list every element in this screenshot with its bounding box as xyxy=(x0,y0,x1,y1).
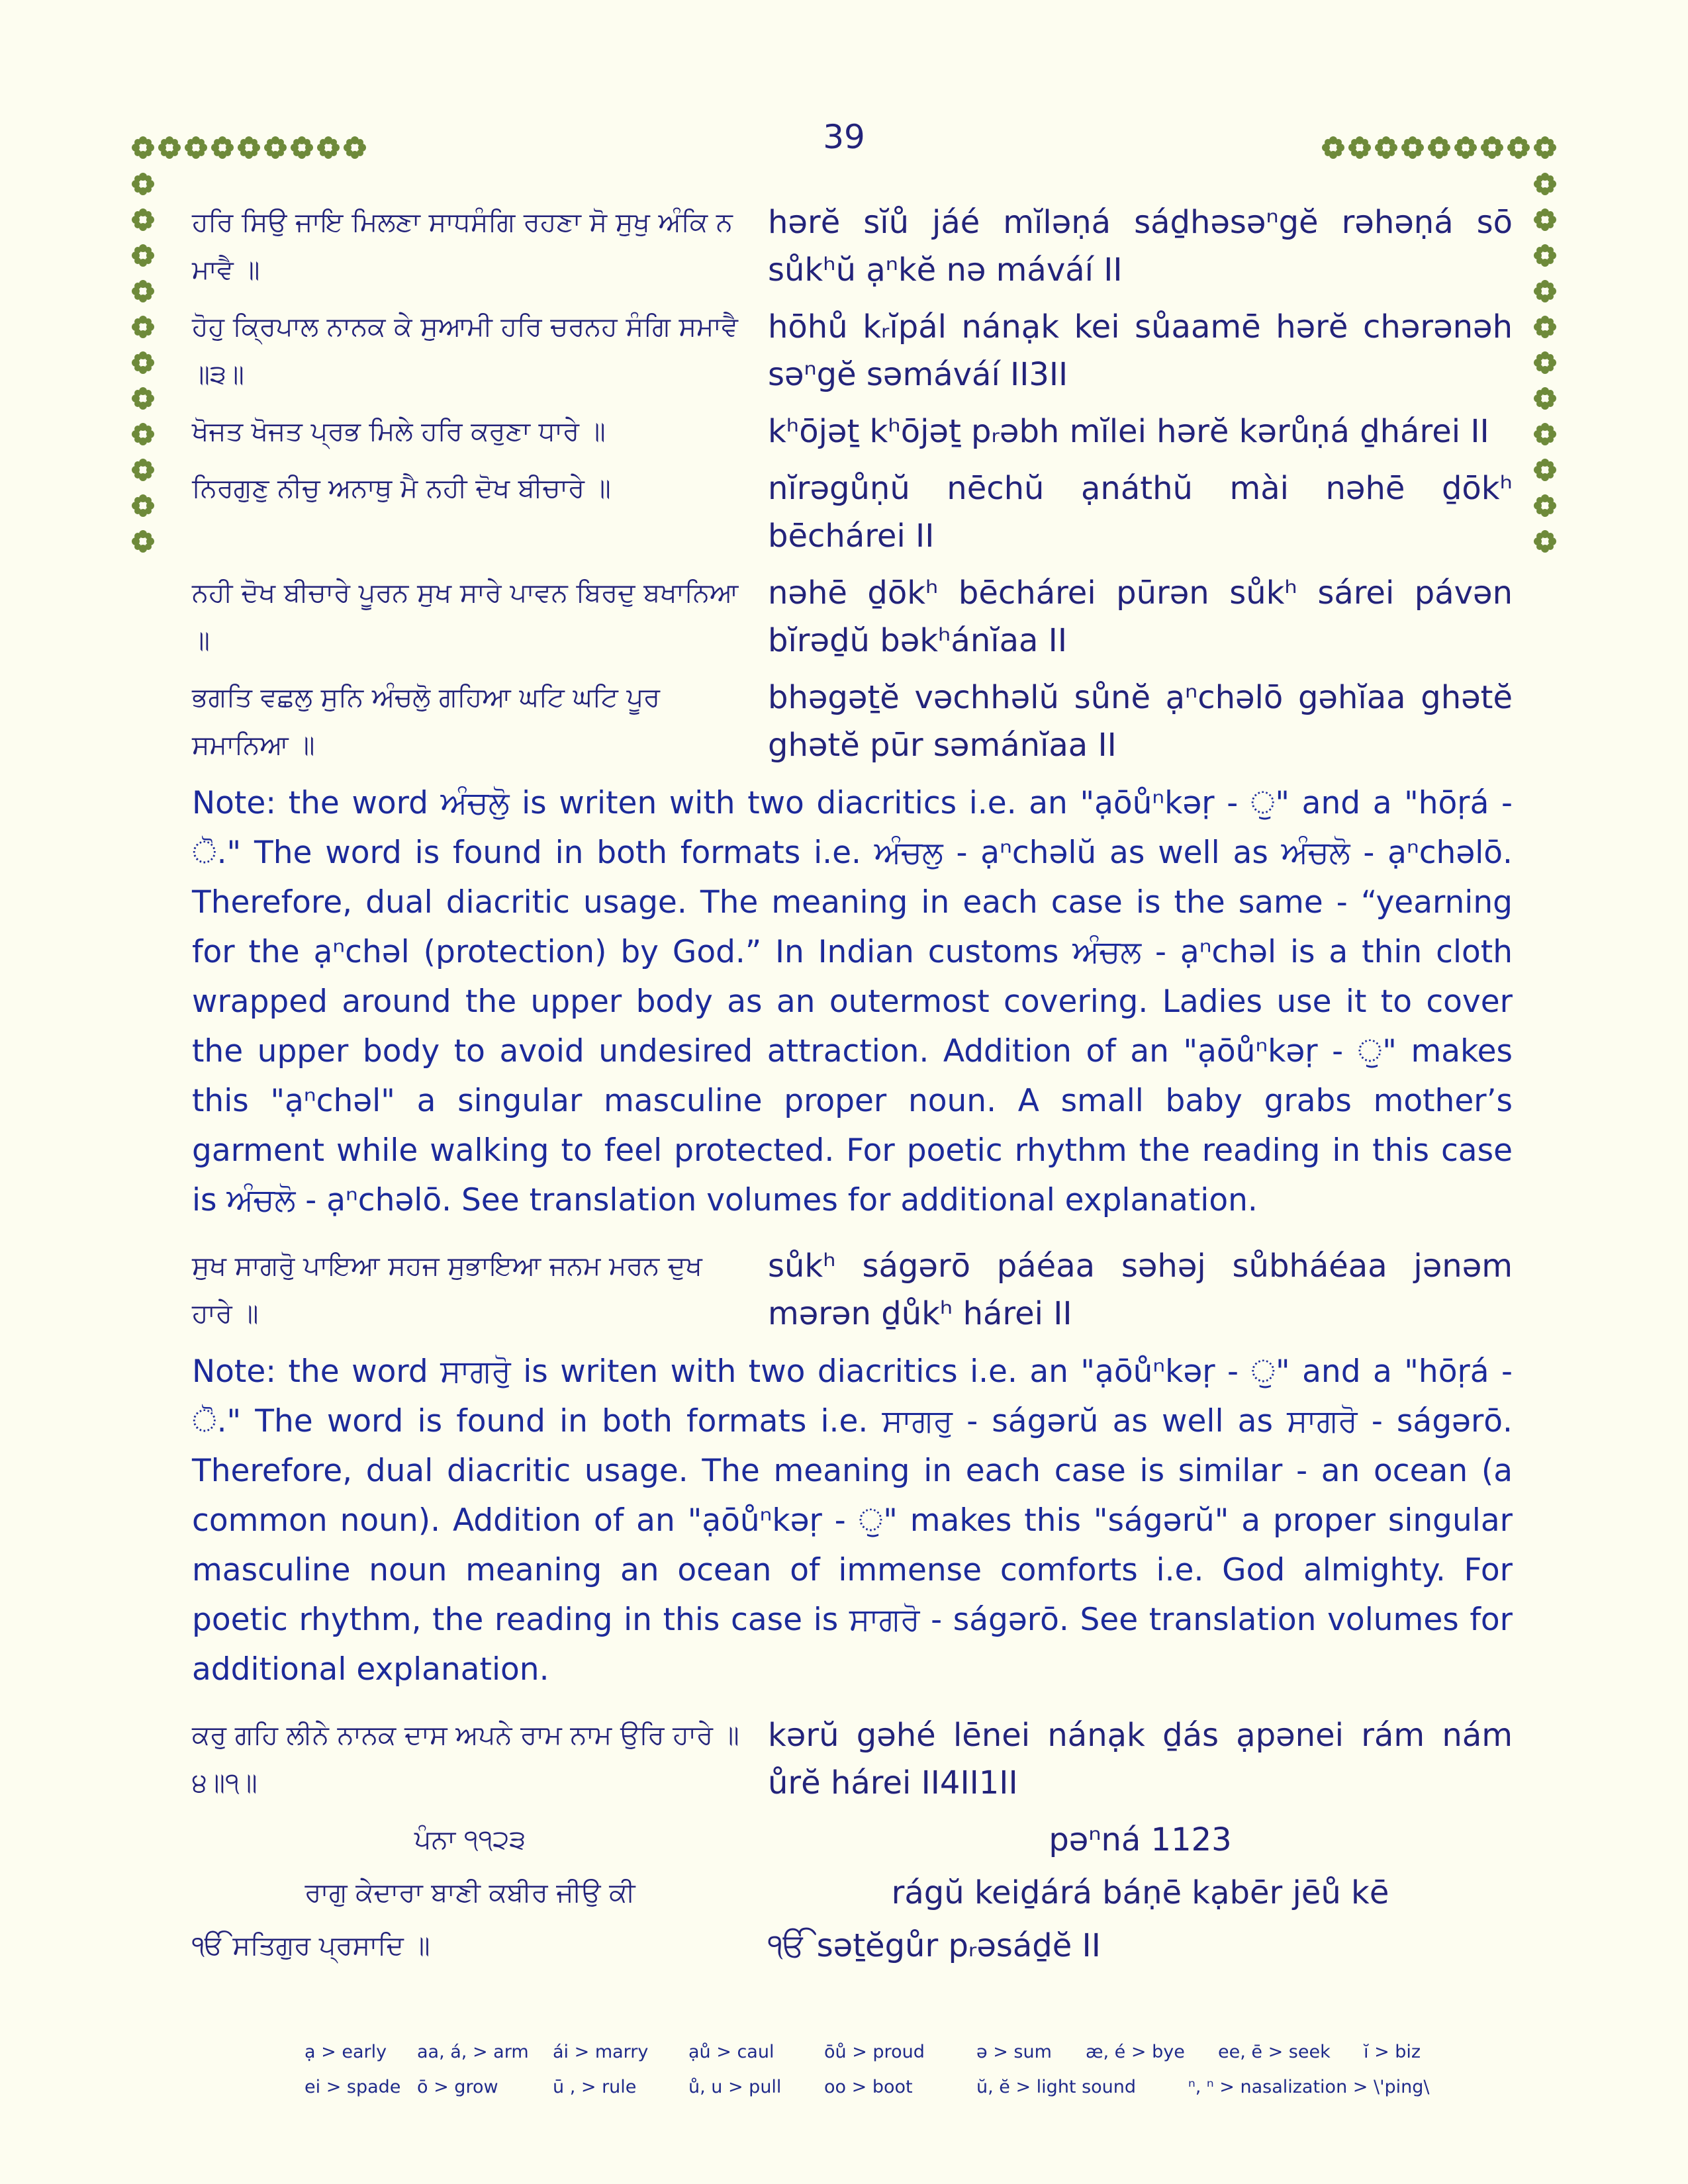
mangal-translit: ੴ səṯĕgůr pᵣəsáḏĕ II xyxy=(768,1927,1101,1964)
legend-item: ⁿ, ⁿ > nasalization > \'ping\ xyxy=(1188,2077,1430,2097)
flower-ornament-icon xyxy=(131,172,155,196)
flower-ornament-icon xyxy=(131,387,155,410)
raag-row xyxy=(192,1869,1513,1917)
flower-ornament-icon xyxy=(1401,136,1425,159)
note-sagaro: Note: the word ਸਾਗਰੋੁ is writen with two diacritics i.e. an "ạōůⁿkəṛ - ੁ" and a "hōṛá - ੋ." The word is found in both formats i.e. ਸਾਗਰੁ - ságərŭ as well as ਸਾਗਰੋ - ságərō. Therefore, dual diacritic usage. The meaning in each case is similar - an ocean (a common noun). Addition of an "ạōůⁿkəṛ - ੁ" makes this "ságərŭ" a proper singular masculine noun meaning an ocean of immense comforts i.e. God almighty. For poetic rhythm, the reading in this case is ਸਾਗਰੋ - ságərō. See translation volumes for additional explanation. xyxy=(192,1353,1513,1688)
flower-ornament-icon xyxy=(237,136,261,159)
gurmukhi-verse: ਖੋਜਤ ਖੋਜਤ ਪ੍ਰਭ ਮਿਲੇ ਹਰਿ ਕਰੁਣਾ ਧਾਰੇ ॥ xyxy=(192,416,606,447)
legend-item: ạů > caul xyxy=(688,2042,774,2062)
transliteration: nĭrəgůṇŭ nēchŭ ạnáthŭ mài nəhē ḏōkʰ bēchárei II xyxy=(768,470,1513,555)
flower-ornament-icon xyxy=(131,458,155,482)
legend-item: ạ > early xyxy=(305,2042,387,2062)
legend-item: ei > spade xyxy=(305,2077,401,2097)
verse-row xyxy=(192,569,1513,664)
legend-item: ái > marry xyxy=(553,2042,649,2062)
flower-ornament-icon xyxy=(1533,315,1557,339)
pronunciation-legend xyxy=(305,2042,1496,2112)
gurmukhi-verse: ਹੋਹੁ ਕ੍ਰਿਪਾਲ ਨਾਨਕ ਕੇ ਸੁਆਮੀ ਹਰਿ ਚਰਨਹ ਸੰਗਿ ਸਮਾਵੈ ॥੩॥ xyxy=(192,312,738,390)
flower-ornament-icon xyxy=(316,136,340,159)
flower-ornament-icon xyxy=(290,136,314,159)
legend-item: ō > grow xyxy=(417,2077,498,2097)
verse-row xyxy=(192,1242,1513,1338)
panna-translit: pəⁿná 1123 xyxy=(1049,1821,1232,1858)
legend-item: ŭ, ĕ > light sound xyxy=(976,2077,1137,2097)
page-content xyxy=(192,199,1513,1979)
flower-ornament-icon xyxy=(343,136,367,159)
flower-ornament-icon xyxy=(1348,136,1372,159)
legend-item: aa, á, > arm xyxy=(417,2042,529,2062)
flower-ornament-icon xyxy=(131,315,155,339)
flower-ornament-icon xyxy=(1533,422,1557,446)
flower-ornament-icon xyxy=(211,136,234,159)
flower-ornament-icon xyxy=(1533,279,1557,303)
panna-gurmukhi: ਪੰਨਾ ੧੧੨੩ xyxy=(414,1825,526,1855)
flower-ornament-icon xyxy=(263,136,287,159)
legend-item: ee, ē > seek xyxy=(1218,2042,1331,2062)
flower-ornament-icon xyxy=(131,279,155,303)
flower-ornament-icon xyxy=(1533,136,1557,159)
flower-ornament-icon xyxy=(1374,136,1398,159)
flower-ornament-icon xyxy=(1533,529,1557,553)
flower-ornament-icon xyxy=(1533,494,1557,518)
flower-border-right xyxy=(1533,172,1557,553)
flower-ornament-icon xyxy=(1533,351,1557,375)
raag-gurmukhi: ਰਾਗੁ ਕੇਦਾਰਾ ਬਾਣੀ ਕਬੀਰ ਜੀਉ ਕੀ xyxy=(305,1878,635,1908)
flower-ornament-icon xyxy=(1480,136,1504,159)
legend-item: ū , > rule xyxy=(553,2077,637,2097)
flower-ornament-icon xyxy=(1321,136,1345,159)
note-anchalo: Note: the word ਅੰਚਲੋੁ is writen with two diacritics i.e. an "ạōůⁿkəṛ - ੁ" and a "hōṛá - ੋ." The word is found in both formats i.e. ਅੰਚਲੁ - ạⁿchəlŭ as well as ਅੰਚਲੋ - ạⁿchəlō. Therefore, dual diacritic usage. The meaning in each case is the same - “yearning for the ạⁿchəl (protection) by God.” In Indian customs ਅੰਚਲ - ạⁿchəl is a thin cloth wrapped around the upper body as an outermost covering. Ladies use it to cover the upper body to avoid undesired attraction. Addition of an "ạōůⁿkəṛ - ੁ" makes this "ạⁿchəl" a singular masculine proper noun. A small baby grabs mother’s garment while walking to feel protected. For poetic rhythm the reading in this case is ਅੰਚਲੋ - ạⁿchəlō. See translation volumes for additional explanation. xyxy=(192,785,1513,1218)
flower-ornament-icon xyxy=(1533,172,1557,196)
flower-ornament-icon xyxy=(184,136,208,159)
flower-ornament-icon xyxy=(1533,208,1557,232)
mangal-gurmukhi: ੴ ਸਤਿਗੁਰ ਪ੍ਰਸਾਦਿ ॥ xyxy=(192,1931,430,1961)
flower-ornament-icon xyxy=(1533,244,1557,267)
flower-border-left xyxy=(131,172,155,553)
flower-border-top-right xyxy=(1321,136,1557,159)
gurmukhi-verse: ਭਗਤਿ ਵਛਲੁ ਸੁਨਿ ਅੰਚਲੋੁ ਗਹਿਆ ਘਟਿ ਘਟਿ ਪੂਰ ਸਮਾਨਿਆ ॥ xyxy=(192,682,661,760)
legend-item: ə > sum xyxy=(976,2042,1052,2062)
flower-ornament-icon xyxy=(1533,458,1557,482)
verse-row xyxy=(192,408,1513,455)
legend-item: ōů > proud xyxy=(824,2042,925,2062)
page-number: 39 xyxy=(823,118,865,156)
flower-ornament-icon xyxy=(131,208,155,232)
legend-item: ů, u > pull xyxy=(688,2077,782,2097)
gurmukhi-verse: ਕਰੁ ਗਹਿ ਲੀਨੇ ਨਾਨਕ ਦਾਸ ਅਪਨੇ ਰਾਮ ਨਾਮ ਉਰਿ ਹਾਰੇ ॥੪॥੧॥ xyxy=(192,1720,739,1798)
transliteration: hərĕ sĭů jáé mĭləṇá sáḏhəsəⁿgĕ rəhəṇá sō sůkʰŭ ạⁿkĕ nə máváí II xyxy=(768,204,1513,289)
legend-item: æ, é > bye xyxy=(1086,2042,1185,2062)
flower-ornament-icon xyxy=(131,136,155,159)
gurmukhi-verse: ਨਿਰਗੁਣੁ ਨੀਚੁ ਅਨਾਥੁ ਮੈ ਨਹੀ ਦੋਖ ਬੀਚਾਰੇ ॥ xyxy=(192,473,611,504)
raag-translit: rágŭ keiḏárá báṇē kạbēr jēů kē xyxy=(891,1874,1389,1911)
gurmukhi-verse: ਸੁਖ ਸਾਗਰੋੁ ਪਾਇਆ ਸਹਜ ਸੁਭਾਇਆ ਜਨਮ ਮਰਨ ਦੁਖ ਹਾਰੇ ॥ xyxy=(192,1251,702,1329)
flower-ornament-icon xyxy=(1533,387,1557,410)
transliteration: bhəgəṯĕ vəchhəlŭ sůnĕ ạⁿchəlō gəhĭaa ghətĕ ghətĕ pūr səmánĭaa II xyxy=(768,679,1513,764)
transliteration: kərŭ gəhé lēnei nánạk ḏás ạpənei rám nám ůrĕ hárei II4II1II xyxy=(768,1717,1513,1801)
verse-row xyxy=(192,199,1513,294)
flower-ornament-icon xyxy=(158,136,181,159)
verse-row xyxy=(192,674,1513,769)
flower-ornament-icon xyxy=(131,529,155,553)
flower-ornament-icon xyxy=(131,244,155,267)
legend-row-1 xyxy=(305,2042,1496,2062)
transliteration: kʰōjəṯ kʰōjəṯ pᵣəbh mĭlei hərĕ kərůṇá ḏhárei II xyxy=(768,413,1489,450)
legend-item: oo > boot xyxy=(824,2077,913,2097)
flower-ornament-icon xyxy=(1427,136,1451,159)
flower-ornament-icon xyxy=(131,422,155,446)
flower-ornament-icon xyxy=(1507,136,1530,159)
transliteration: sůkʰ ságərō páéaa səhəj sůbháéaa jənəm mərən ḏůkʰ hárei II xyxy=(768,1248,1513,1332)
transliteration: hōhů kᵣĭpál nánạk kei sůaamē hərĕ chərənəh səⁿgĕ səmáváí II3II xyxy=(768,308,1513,393)
gurmukhi-verse: ਹਰਿ ਸਿਉ ਜਾਇ ਮਿਲਣਾ ਸਾਧਸੰਗਿ ਰਹਣਾ ਸੋ ਸੁਖੁ ਅੰਕਿ ਨ ਮਾਵੈ ॥ xyxy=(192,207,733,285)
panna-row xyxy=(192,1816,1513,1864)
verse-row xyxy=(192,1711,1513,1807)
legend-row-2 xyxy=(305,2077,1496,2097)
flower-ornament-icon xyxy=(131,351,155,375)
flower-ornament-icon xyxy=(1454,136,1477,159)
legend-item: ĭ > biz xyxy=(1364,2042,1421,2062)
gurmukhi-verse: ਨਹੀ ਦੋਖ ਬੀਚਾਰੇ ਪੂਰਨ ਸੁਖ ਸਾਰੇ ਪਾਵਨ ਬਿਰਦੁ ਬਖਾਨਿਆ ॥ xyxy=(192,578,739,656)
flower-border-top-left xyxy=(131,136,367,159)
verse-row xyxy=(192,465,1513,560)
verse-row xyxy=(192,303,1513,398)
mangal-row xyxy=(192,1922,1513,1970)
flower-ornament-icon xyxy=(131,494,155,518)
transliteration: nəhē ḏōkʰ bēchárei pūrən sůkʰ sárei pávən bĭrəḏŭ bəkʰánĭaa II xyxy=(768,574,1513,659)
